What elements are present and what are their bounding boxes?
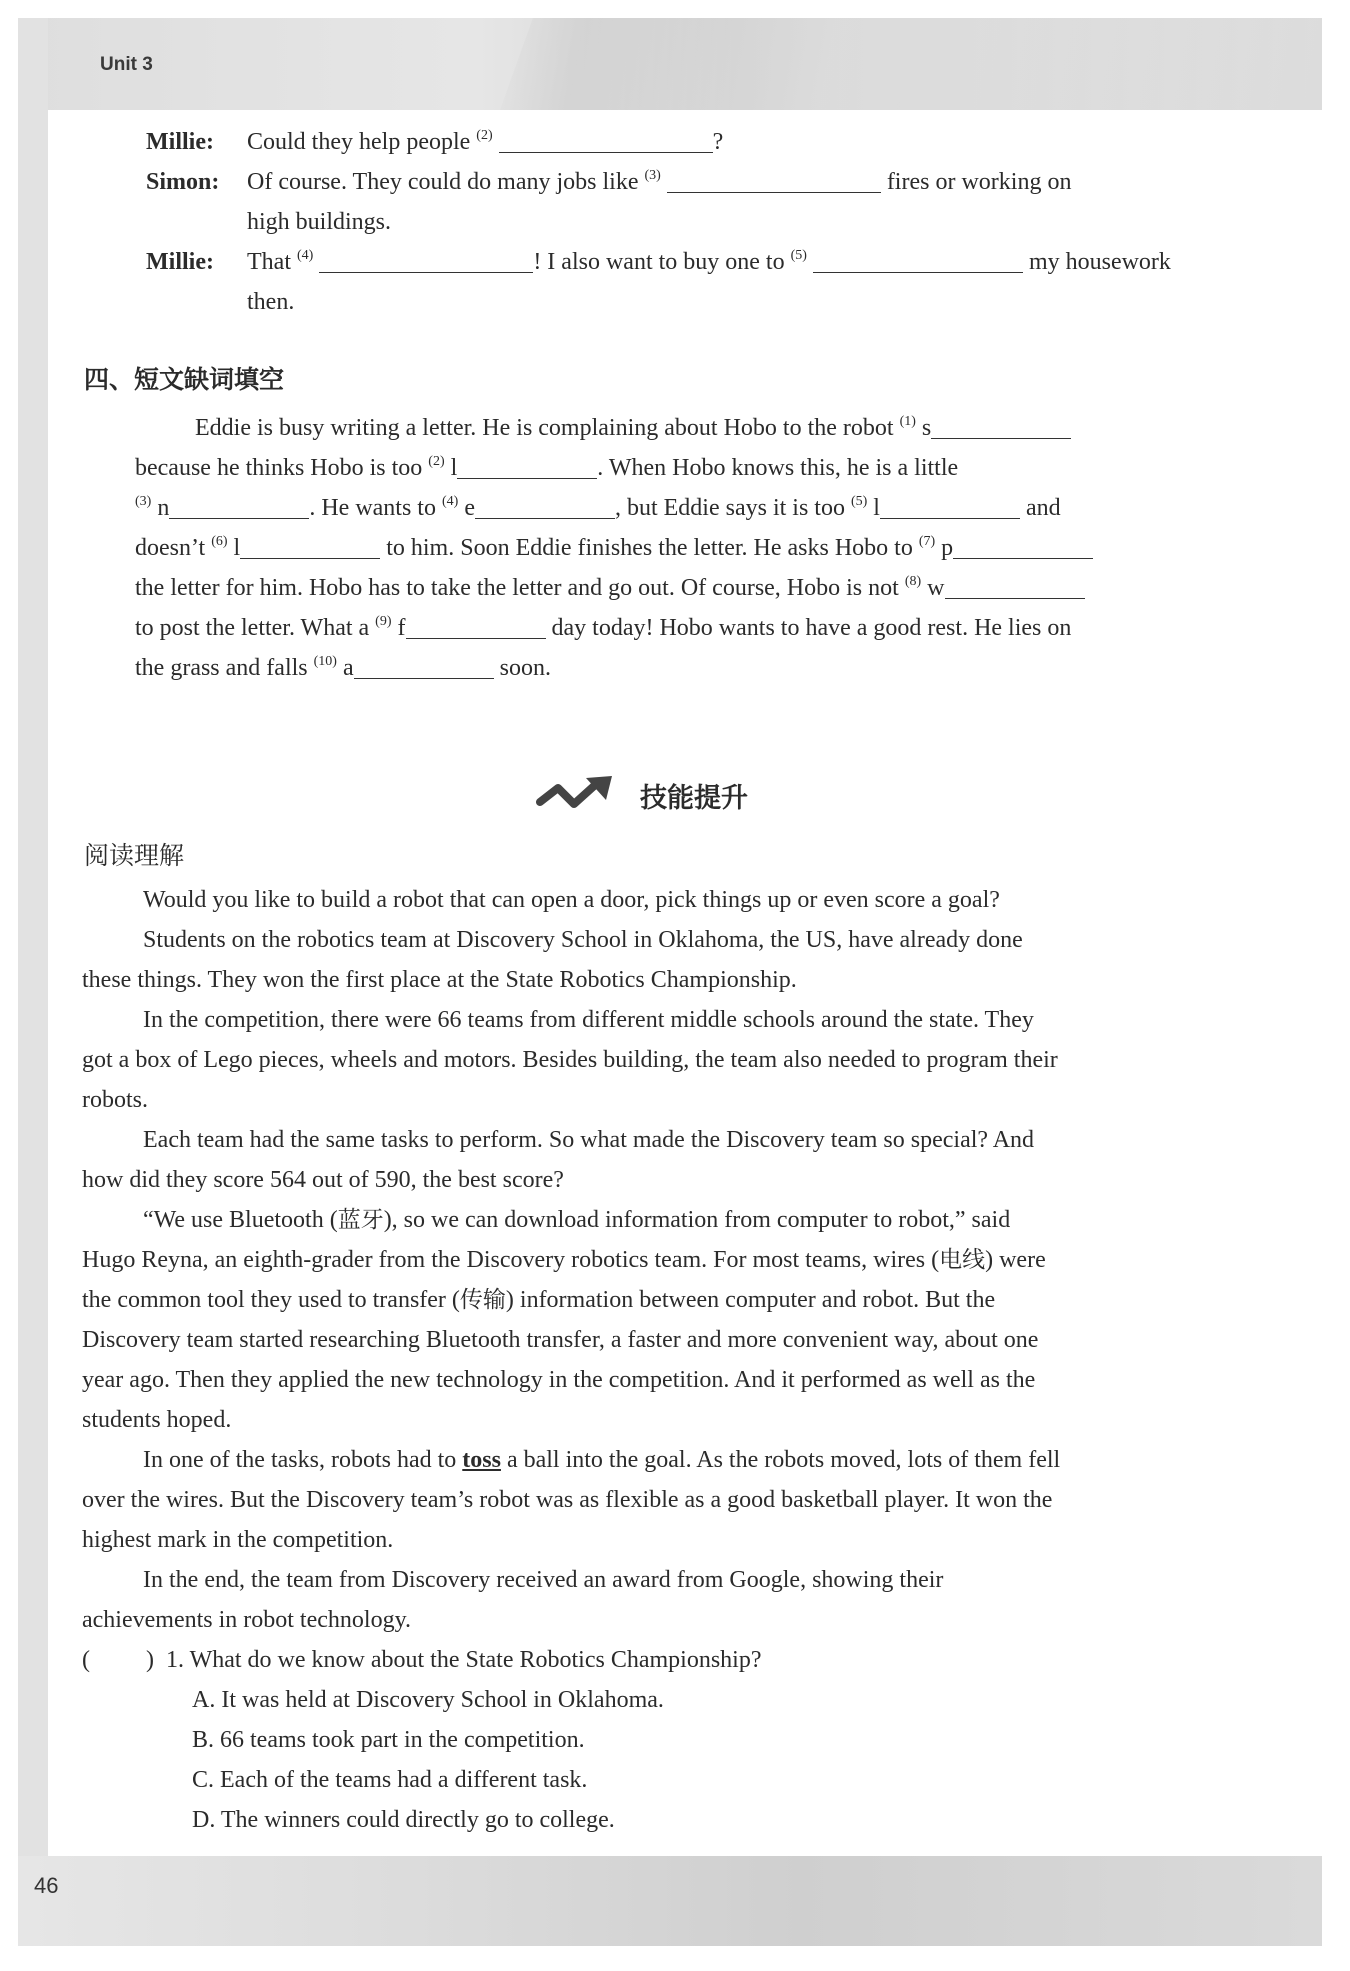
option-b[interactable]: B. 66 teams took part in the competition. [192,1727,585,1753]
cloze-blank-4[interactable] [475,490,615,519]
question-stem: 1. What do we know about the State Robotics Championship? [166,1647,762,1673]
section-4-title: 四、短文缺词填空 [84,365,285,394]
reading-line-18: In the end, the team from Discovery received an award from Google, showing their [143,1567,944,1593]
reading-line-11: the common tool they used to transfer (传输) information between computer and robot. But the [82,1287,996,1313]
cloze-line-1: Eddie is busy writing a letter. He is complaining about Hobo to the robot $^{(1)}$ s [195,408,1071,448]
answer-box[interactable] [100,1640,144,1680]
reading-title: 阅读理解 [84,841,185,870]
reading-line-6: robots. [82,1087,148,1113]
cloze-blank-7[interactable] [953,530,1093,559]
keyword-toss: toss [462,1447,501,1473]
reading-line-9: “We use Bluetooth (蓝牙), so we can download information from computer to robot,” said [143,1207,1011,1233]
speaker-millie: Millie: [146,129,214,155]
cloze-blank-3[interactable] [169,490,309,519]
answer-paren-close: ) [146,1647,154,1673]
left-margin-band [18,18,48,1946]
option-d[interactable]: D. The winners could directly go to college. [192,1807,615,1833]
dialogue-line-2: Of course. They could do many jobs like $^{(3)}$ fires or working on [247,162,1071,202]
cloze-line-7: the grass and falls $^{(10)}$ a soon. [135,648,551,688]
cloze-line-6: to post the letter. What a $^{(9)}$ f day today! Hobo wants to have a good rest. He lies on [135,608,1071,648]
cloze-blank-9[interactable] [406,610,546,639]
cloze-blank-5[interactable] [880,490,1020,519]
reading-line-10: Hugo Reyna, an eighth-grader from the Discovery robotics team. For most teams, wires (电线) were [82,1247,1046,1273]
blank-5[interactable] [813,244,1023,273]
cloze-blank-2[interactable] [457,450,597,479]
unit-label: Unit 3 [100,54,153,75]
reading-line-16: over the wires. But the Discovery team’s robot was as flexible as a good basketball player. It won the [82,1487,1053,1513]
reading-line-4: In the competition, there were 66 teams from different middle schools around the state. They [143,1007,1034,1033]
reading-line-5: got a box of Lego pieces, wheels and motors. Besides building, the team also needed to program their [82,1047,1058,1073]
cloze-line-2: because he thinks Hobo is too $^{(2)}$ l . When Hobo knows this, he is a little [135,448,958,488]
header-band-shade [500,18,1322,110]
cloze-blank-6[interactable] [240,530,380,559]
cloze-line-4: doesn’t $^{(6)}$ l to him. Soon Eddie finishes the letter. He asks Hobo to $^{(7)}$ p [135,528,1093,568]
speaker-millie-2: Millie: [146,249,214,275]
reading-line-7: Each team had the same tasks to perform. So what made the Discovery team so special? And [143,1127,1035,1153]
trend-arrow-icon [536,772,620,816]
reading-line-17: highest mark in the competition. [82,1527,394,1553]
dialogue-line-2-cont: high buildings. [247,209,392,235]
option-c[interactable]: C. Each of the teams had a different task. [192,1767,588,1793]
cloze-line-3: $^{(3)}$ n . He wants to $^{(4)}$ e , but Eddie says it is too $^{(5)}$ l and [135,488,1061,528]
reading-line-2: Students on the robotics team at Discovery School in Oklahoma, the US, have already done [143,927,1023,953]
reading-line-3: these things. They won the first place at the State Robotics Championship. [82,967,797,993]
reading-line-13: year ago. Then they applied the new technology in the competition. And it performed as well as the [82,1367,1036,1393]
cloze-blank-8[interactable] [945,570,1085,599]
blank-2[interactable] [499,124,713,153]
cloze-blank-1[interactable] [931,410,1071,439]
speaker-simon: Simon: [146,169,220,195]
cloze-line-5: the letter for him. Hobo has to take the letter and go out. Of course, Hobo is not $^{(8)}$ w [135,568,1085,608]
blank-3[interactable] [667,164,881,193]
dialogue-line-3: That $^{(4)}$ ! I also want to buy one to $^{(5)}$ my housework [247,242,1171,282]
dialogue-line-1: Could they help people $^{(2)}$ ? [247,122,723,162]
footer-band [18,1856,1322,1946]
dialogue-line-3-cont: then. [247,289,295,315]
reading-line-19: achievements in robot technology. [82,1607,412,1633]
reading-line-1: Would you like to build a robot that can open a door, pick things up or even score a goal? [143,887,1000,913]
reading-line-14: students hoped. [82,1407,232,1433]
cloze-blank-10[interactable] [354,650,494,679]
reading-line-12: Discovery team started researching Bluetooth transfer, a faster and more convenient way, about one [82,1327,1039,1353]
blank-4[interactable] [319,244,533,273]
skill-section-title: 技能提升 [640,783,748,814]
reading-line-15: In one of the tasks, robots had to toss a ball into the goal. As the robots moved, lots of them fell [143,1447,1061,1473]
answer-paren-open: ( [82,1647,90,1673]
page-number: 46 [34,1873,59,1898]
option-a[interactable]: A. It was held at Discovery School in Oklahoma. [192,1687,664,1713]
reading-line-8: how did they score 564 out of 590, the best score? [82,1167,564,1193]
